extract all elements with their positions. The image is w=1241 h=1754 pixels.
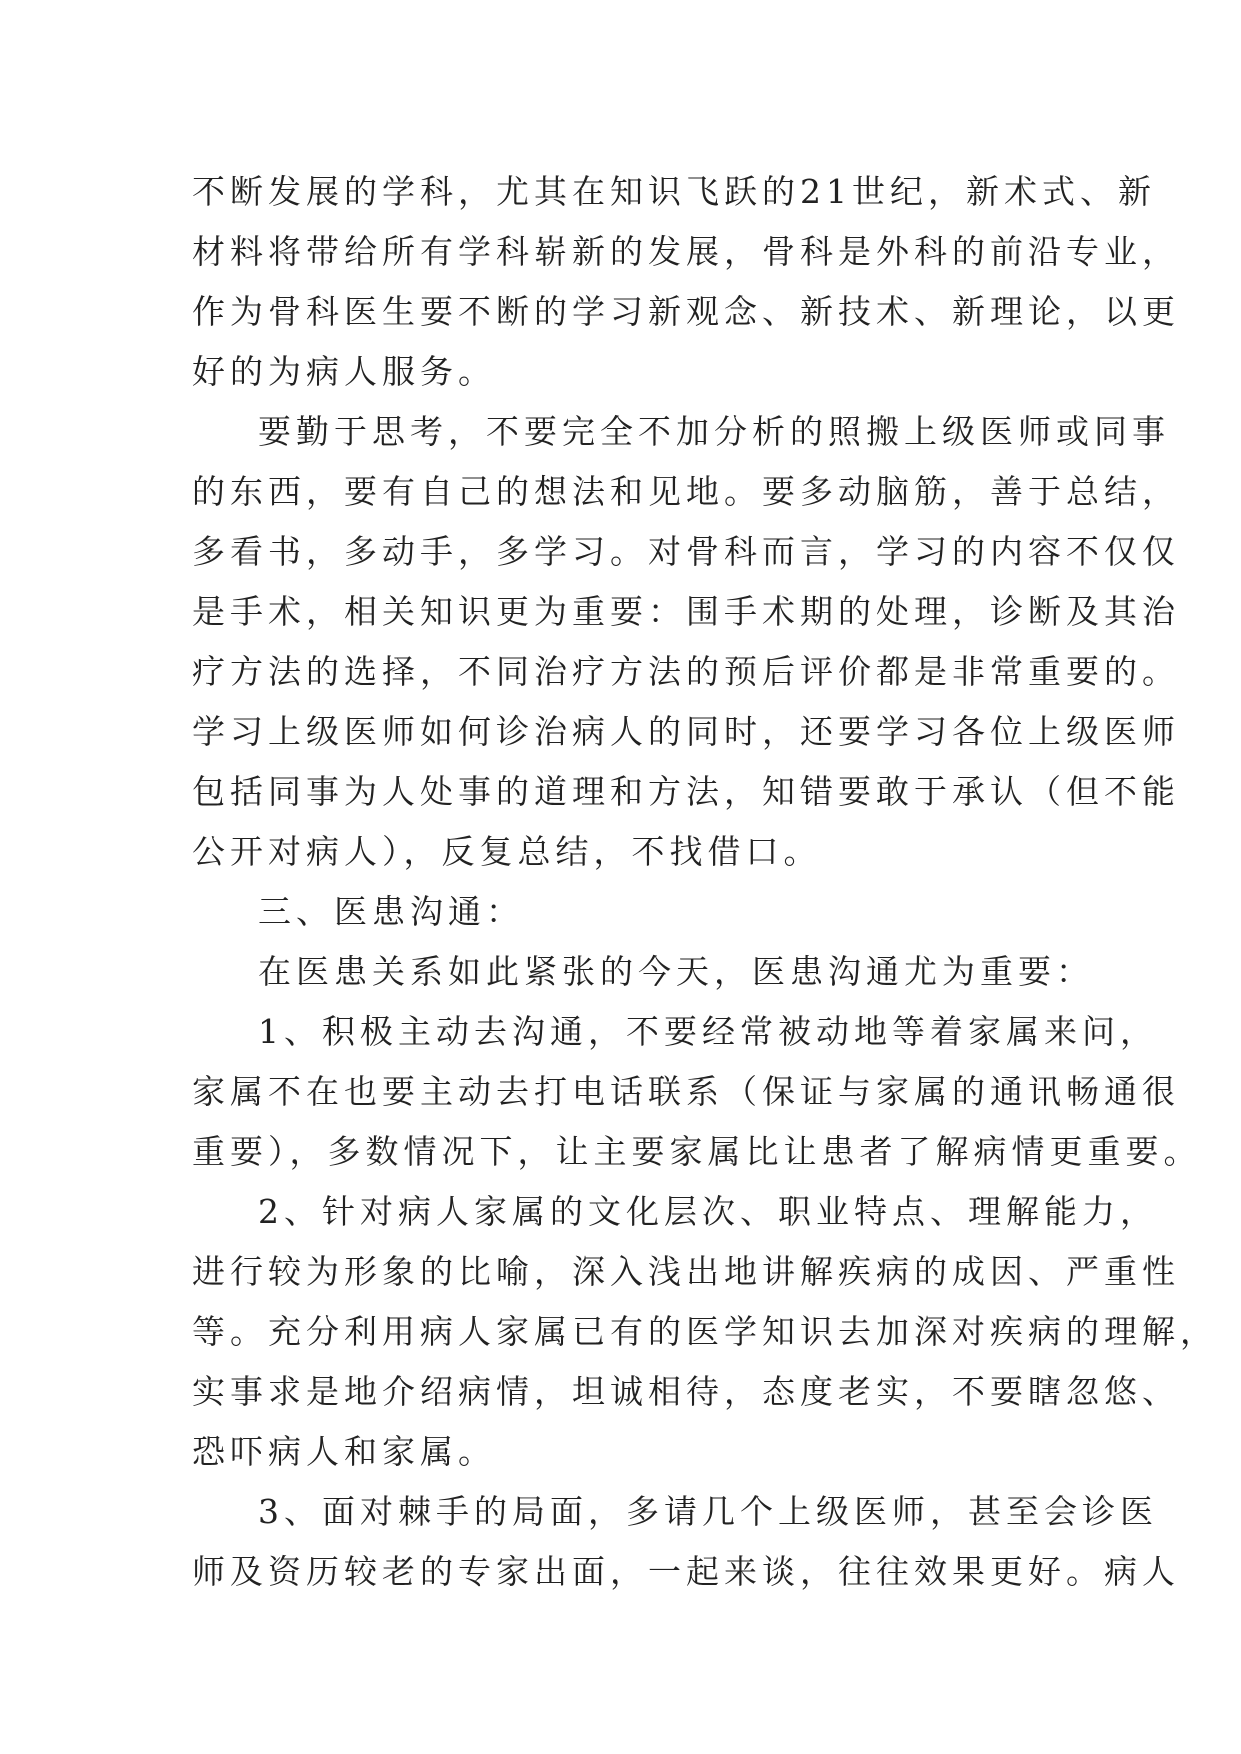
text-line: 3、面对棘手的局面，多请几个上级医师，甚至会诊医 <box>258 1492 1158 1531</box>
text-line: 等。充分利用病人家属已有的医学知识去加深对疾病的理解， <box>192 1312 1218 1351</box>
text-line: 作为骨科医生要不断的学习新观念、新技术、新理论，以更 <box>192 292 1180 331</box>
body-text <box>192 162 1218 1602</box>
text-line: 重要），多数情况下，让主要家属比让患者了解病情更重要。 <box>192 1132 1202 1171</box>
text-line: 1、积极主动去沟通，不要经常被动地等着家属来问， <box>258 1012 1158 1051</box>
text-line: 公开对病人），反复总结，不找借口。 <box>192 832 822 871</box>
text-line: 在医患关系如此紧张的今天，医患沟通尤为重要： <box>258 952 1094 991</box>
text-line: 要勤于思考，不要完全不加分析的照搬上级医师或同事 <box>258 412 1170 451</box>
text-line: 不断发展的学科，尤其在知识飞跃的21世纪，新术式、新 <box>192 172 1156 211</box>
text-line: 多看书，多动手，多学习。对骨科而言，学习的内容不仅仅 <box>192 532 1180 571</box>
text-line: 进行较为形象的比喻，深入浅出地讲解疾病的成因、严重性 <box>192 1252 1180 1291</box>
text-line: 材料将带给所有学科崭新的发展，骨科是外科的前沿专业， <box>192 232 1180 271</box>
text-line: 家属不在也要主动去打电话联系（保证与家属的通讯畅通很 <box>192 1072 1180 1111</box>
text-line: 2、针对病人家属的文化层次、职业特点、理解能力， <box>258 1192 1158 1231</box>
text-line: 是手术，相关知识更为重要：围手术期的处理，诊断及其治 <box>192 592 1180 631</box>
text-line: 包括同事为人处事的道理和方法，知错要敢于承认（但不能 <box>192 772 1180 811</box>
text-line: 的东西，要有自己的想法和见地。要多动脑筋，善于总结， <box>192 472 1180 511</box>
text-line: 学习上级医师如何诊治病人的同时，还要学习各位上级医师 <box>192 712 1180 751</box>
text-line: 实事求是地介绍病情，坦诚相待，态度老实，不要瞎忽悠、 <box>192 1372 1180 1411</box>
text-line: 恐吓病人和家属。 <box>192 1432 496 1471</box>
text-line: 好的为病人服务。 <box>192 352 496 391</box>
text-line: 师及资历较老的专家出面，一起来谈，往往效果更好。病人 <box>192 1552 1180 1591</box>
section-heading: 三、医患沟通： <box>258 892 524 931</box>
text-line: 疗方法的选择，不同治疗方法的预后评价都是非常重要的。 <box>192 652 1180 691</box>
